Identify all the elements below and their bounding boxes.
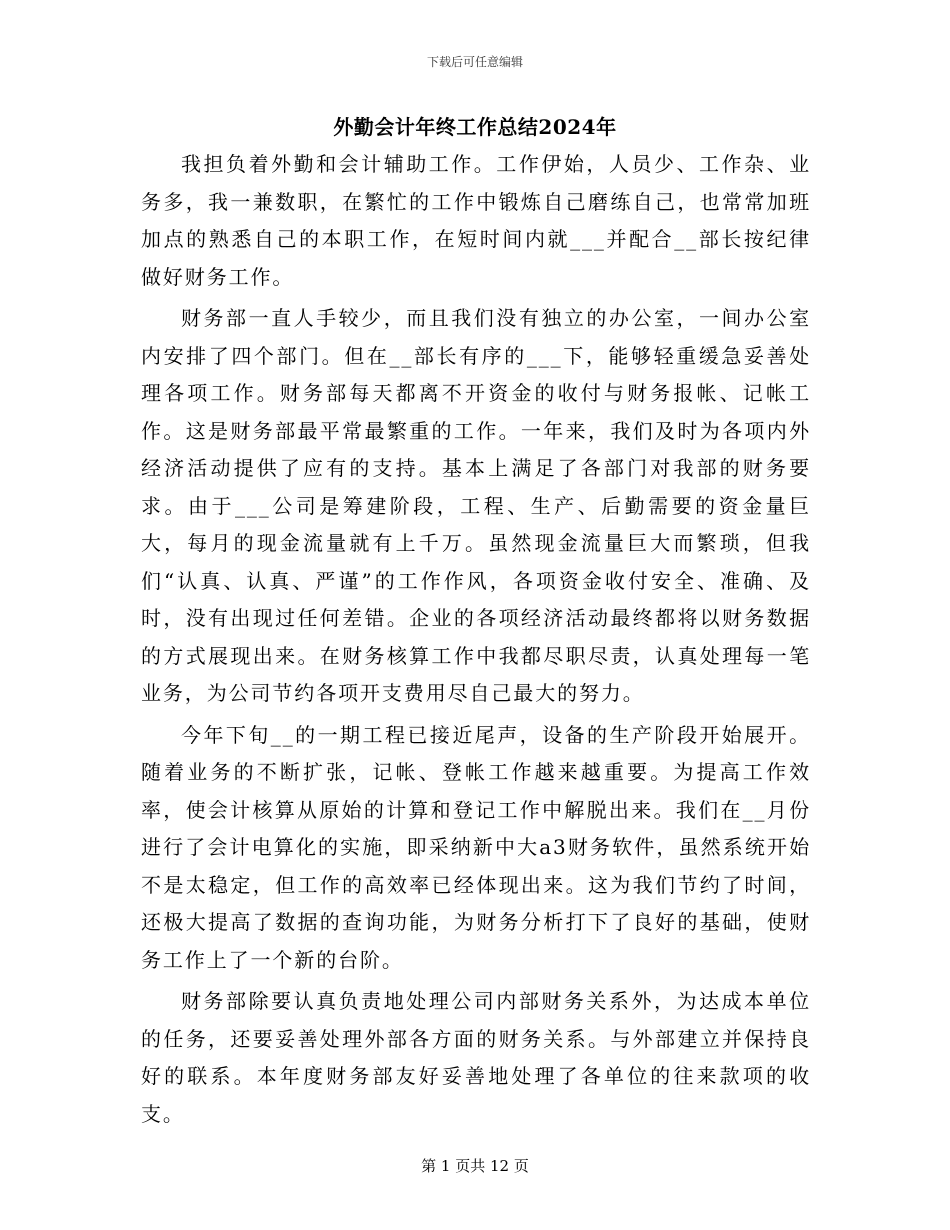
paragraph: 我担负着外勤和会计辅助工作。工作伊始，人员少、工作杂、业务多，我一兼数职，在繁忙的工作中锻炼自己磨练自己，也常常加班加点的熟悉自己的本职工作，在短时间内就___并配合__部长按纪律做好财务工作。 <box>141 152 811 289</box>
page-footer: 第 1 页共 12 页 <box>421 1157 529 1175</box>
paragraph: 财务部一直人手较少，而且我们没有独立的办公室，一间办公室内安排了四个部门。但在__部长有序的___下，能够轻重缓急妥善处理各项工作。财务部每天都离不开资金的收付与财务报帐、记帐工作。这是财务部最平常最繁重的工作。一年来，我们及时为各项内外经济活动提供了应有的支持。基本上满足了各部门对我部的财务要求。由于___公司是筹建阶段，工程、生产、后勤需要的资金量巨大，每月的现金流量就有上千万。虽然现金流量巨大而繁琐，但我们“认真、认真、严谨”的工作作风，各项资金收付安全、准确、及时，没有出现过任何差错。企业的各项经济活动最终都将以财务数据的方式展现出来。在财务核算工作中我都尽职尽责，认真处理每一笔业务，为公司节约各项开支费用尽自己最大的努力。 <box>141 306 811 705</box>
header-note: 下载后可任意编辑 <box>426 55 523 69</box>
paragraph: 今年下旬__的一期工程已接近尾声，设备的生产阶段开始展开。随着业务的不断扩张，记帐、登帐工作越来越重要。为提高工作效率，使会计核算从原始的计算和登记工作中解脱出来。我们在__月份进行了会计电算化的实施，即采纳新中大a3财务软件，虽然系统开始不是太稳定，但工作的高效率已经体现出来。这为我们节约了时间，还极大提高了数据的查询功能，为财务分析打下了良好的基础，使财务工作上了一个新的台阶。 <box>141 722 811 972</box>
document-body <box>141 146 811 1137</box>
paragraph: 财务部除要认真负责地处理公司内部财务关系外，为达成本单位的任务，还要妥善处理外部各方面的财务关系。与外部建立并保持良好的联系。本年度财务部友好妥善地处理了各单位的往来款项的收支。 <box>141 989 811 1126</box>
document-title: 外勤会计年终工作总结2024年 <box>333 115 617 139</box>
